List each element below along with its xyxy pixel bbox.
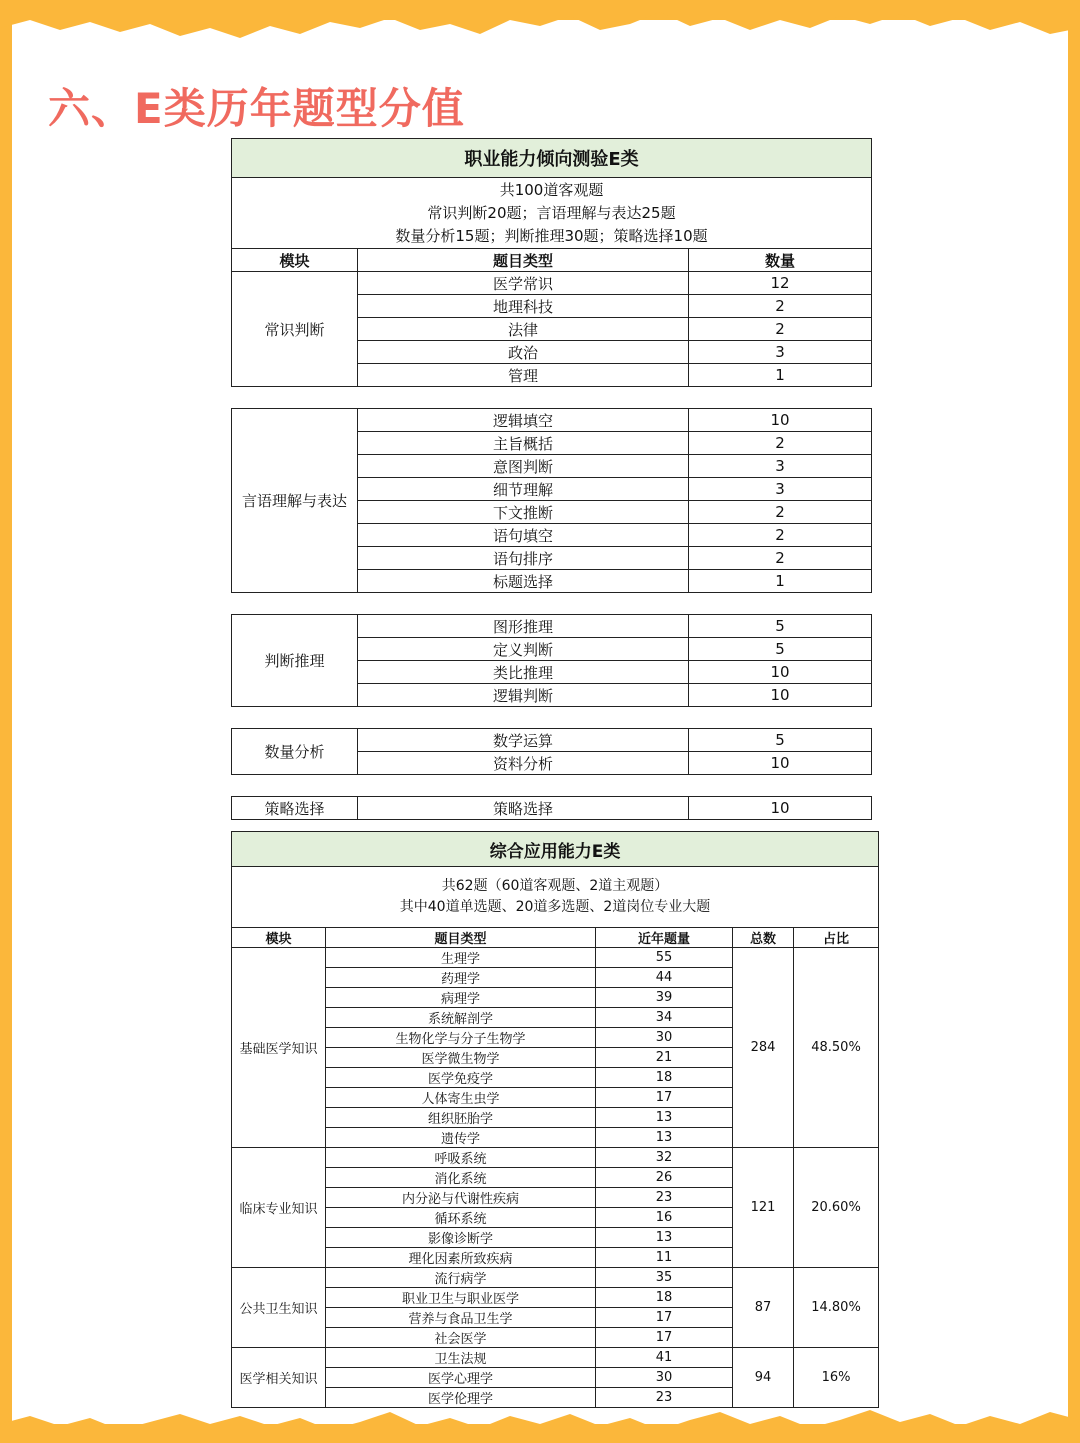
- spacer-cell: [232, 707, 872, 729]
- column-header: 模块: [232, 928, 326, 948]
- recent-count-cell: 17: [596, 1308, 733, 1328]
- question-type-cell: 人体寄生虫学: [326, 1088, 596, 1108]
- recent-count-cell: 41: [596, 1348, 733, 1368]
- spacer-cell: [232, 387, 872, 409]
- table-header-row: [232, 249, 872, 272]
- question-type-cell: 遗传学: [326, 1128, 596, 1148]
- question-type-cell: 卫生法规: [326, 1348, 596, 1368]
- ratio-cell: 48.50%: [794, 948, 879, 1148]
- count-cell: 10: [689, 409, 872, 432]
- table-row: [232, 729, 872, 752]
- column-header: 数量: [689, 249, 872, 272]
- recent-count-cell: 34: [596, 1008, 733, 1028]
- total-cell: 94: [733, 1348, 794, 1408]
- table-info-row: [232, 178, 872, 249]
- count-cell: 1: [689, 364, 872, 387]
- question-type-cell: 医学伦理学: [326, 1388, 596, 1408]
- ratio-cell: 20.60%: [794, 1148, 879, 1268]
- question-type-cell: 地理科技: [358, 295, 689, 318]
- info-line: 数量分析15题；判断推理30题；策略选择10题: [395, 226, 708, 245]
- module-cell: 医学相关知识: [232, 1348, 326, 1408]
- table-row: [232, 272, 872, 295]
- table-title-row: [232, 139, 872, 178]
- table-row: [232, 948, 879, 968]
- table-row: [232, 409, 872, 432]
- recent-count-cell: 21: [596, 1048, 733, 1068]
- count-cell: 2: [689, 295, 872, 318]
- info-line: 其中40道单选题、20道多选题、2道岗位专业大题: [399, 899, 711, 915]
- count-cell: 2: [689, 318, 872, 341]
- question-type-cell: 系统解剖学: [326, 1008, 596, 1028]
- recent-count-cell: 23: [596, 1388, 733, 1408]
- table-header-row: [232, 928, 879, 948]
- module-cell: 数量分析: [232, 729, 358, 775]
- spacer-cell: [232, 593, 872, 615]
- question-type-cell: 生物化学与分子生物学: [326, 1028, 596, 1048]
- question-type-cell: 组织胚胎学: [326, 1108, 596, 1128]
- question-type-cell: 图形推理: [358, 615, 689, 638]
- question-type-cell: 语句填空: [358, 524, 689, 547]
- question-type-cell: 管理: [358, 364, 689, 387]
- question-type-cell: 数学运算: [358, 729, 689, 752]
- question-type-cell: 呼吸系统: [326, 1148, 596, 1168]
- ratio-cell: 14.80%: [794, 1268, 879, 1348]
- question-type-cell: 资料分析: [358, 752, 689, 775]
- count-cell: 2: [689, 524, 872, 547]
- info-line: 共62题（60道客观题、2道主观题）: [441, 878, 669, 894]
- count-cell: 3: [689, 478, 872, 501]
- question-type-cell: 标题选择: [358, 570, 689, 593]
- total-cell: 121: [733, 1148, 794, 1268]
- question-type-cell: 下文推断: [358, 501, 689, 524]
- recent-count-cell: 13: [596, 1128, 733, 1148]
- count-cell: 5: [689, 638, 872, 661]
- table-row: [232, 615, 872, 638]
- module-cell: 策略选择: [232, 797, 358, 820]
- aptitude-test-table: [231, 138, 872, 820]
- ratio-cell: 16%: [794, 1348, 879, 1408]
- group-spacer-row: [232, 707, 872, 729]
- question-type-cell: 政治: [358, 341, 689, 364]
- group-spacer-row: [232, 775, 872, 797]
- question-type-cell: 理化因素所致疾病: [326, 1248, 596, 1268]
- count-cell: 2: [689, 501, 872, 524]
- table-row: [232, 1148, 879, 1168]
- question-type-cell: 社会医学: [326, 1328, 596, 1348]
- table-title-row: [232, 832, 879, 867]
- question-type-cell: 逻辑判断: [358, 684, 689, 707]
- group-spacer-row: [232, 593, 872, 615]
- question-type-cell: 意图判断: [358, 455, 689, 478]
- recent-count-cell: 11: [596, 1248, 733, 1268]
- total-cell: 284: [733, 948, 794, 1148]
- table-row: [232, 797, 872, 820]
- table-row: [232, 1348, 879, 1368]
- question-type-cell: 药理学: [326, 968, 596, 988]
- count-cell: 1: [689, 570, 872, 593]
- question-type-cell: 策略选择: [358, 797, 689, 820]
- recent-count-cell: 32: [596, 1148, 733, 1168]
- count-cell: 10: [689, 797, 872, 820]
- info-line: 共100道客观题: [499, 180, 604, 199]
- question-type-cell: 医学常识: [358, 272, 689, 295]
- recent-count-cell: 30: [596, 1368, 733, 1388]
- recent-count-cell: 17: [596, 1328, 733, 1348]
- module-cell: 判断推理: [232, 615, 358, 707]
- module-cell: 言语理解与表达: [232, 409, 358, 593]
- count-cell: 2: [689, 547, 872, 570]
- question-type-cell: 医学免疫学: [326, 1068, 596, 1088]
- recent-count-cell: 16: [596, 1208, 733, 1228]
- group-spacer-row: [232, 387, 872, 409]
- question-type-cell: 生理学: [326, 948, 596, 968]
- count-cell: 10: [689, 661, 872, 684]
- recent-count-cell: 55: [596, 948, 733, 968]
- question-type-cell: 医学心理学: [326, 1368, 596, 1388]
- count-cell: 5: [689, 729, 872, 752]
- table-info: [232, 178, 872, 249]
- spacer-cell: [232, 775, 872, 797]
- column-header: 模块: [232, 249, 358, 272]
- question-type-cell: 病理学: [326, 988, 596, 1008]
- question-type-cell: 营养与食品卫生学: [326, 1308, 596, 1328]
- count-cell: 10: [689, 684, 872, 707]
- question-type-cell: 内分泌与代谢性疾病: [326, 1188, 596, 1208]
- question-type-cell: 医学微生物学: [326, 1048, 596, 1068]
- column-header: 题目类型: [326, 928, 596, 948]
- table-info-row: [232, 867, 879, 928]
- question-type-cell: 职业卫生与职业医学: [326, 1288, 596, 1308]
- question-type-cell: 定义判断: [358, 638, 689, 661]
- question-type-cell: 类比推理: [358, 661, 689, 684]
- recent-count-cell: 17: [596, 1088, 733, 1108]
- recent-count-cell: 30: [596, 1028, 733, 1048]
- count-cell: 10: [689, 752, 872, 775]
- recent-count-cell: 23: [596, 1188, 733, 1208]
- question-type-cell: 法律: [358, 318, 689, 341]
- recent-count-cell: 39: [596, 988, 733, 1008]
- recent-count-cell: 13: [596, 1228, 733, 1248]
- question-type-cell: 影像诊断学: [326, 1228, 596, 1248]
- info-line: 常识判断20题；言语理解与表达25题: [427, 203, 676, 222]
- module-cell: 公共卫生知识: [232, 1268, 326, 1348]
- table-title: 综合应用能力E类: [232, 832, 879, 867]
- total-cell: 87: [733, 1268, 794, 1348]
- page-heading: 六、E类历年题型分值: [48, 84, 465, 133]
- table-row: [232, 1268, 879, 1288]
- module-cell: 临床专业知识: [232, 1148, 326, 1268]
- table-info: [232, 867, 879, 928]
- recent-count-cell: 18: [596, 1068, 733, 1088]
- question-type-cell: 流行病学: [326, 1268, 596, 1288]
- recent-count-cell: 26: [596, 1168, 733, 1188]
- question-type-cell: 循环系统: [326, 1208, 596, 1228]
- column-header: 总数: [733, 928, 794, 948]
- count-cell: 2: [689, 432, 872, 455]
- question-type-cell: 逻辑填空: [358, 409, 689, 432]
- column-header: 近年题量: [596, 928, 733, 948]
- question-type-cell: 主旨概括: [358, 432, 689, 455]
- recent-count-cell: 18: [596, 1288, 733, 1308]
- count-cell: 12: [689, 272, 872, 295]
- question-type-cell: 语句排序: [358, 547, 689, 570]
- comprehensive-ability-table: [231, 831, 879, 1408]
- question-type-cell: 细节理解: [358, 478, 689, 501]
- column-header: 题目类型: [358, 249, 689, 272]
- column-header: 占比: [794, 928, 879, 948]
- question-type-cell: 消化系统: [326, 1168, 596, 1188]
- recent-count-cell: 13: [596, 1108, 733, 1128]
- table-title: 职业能力倾向测验E类: [232, 139, 872, 178]
- recent-count-cell: 35: [596, 1268, 733, 1288]
- count-cell: 3: [689, 455, 872, 478]
- count-cell: 3: [689, 341, 872, 364]
- recent-count-cell: 44: [596, 968, 733, 988]
- count-cell: 5: [689, 615, 872, 638]
- torn-paper-top-edge: [0, 0, 1080, 70]
- module-cell: 基础医学知识: [232, 948, 326, 1148]
- module-cell: 常识判断: [232, 272, 358, 387]
